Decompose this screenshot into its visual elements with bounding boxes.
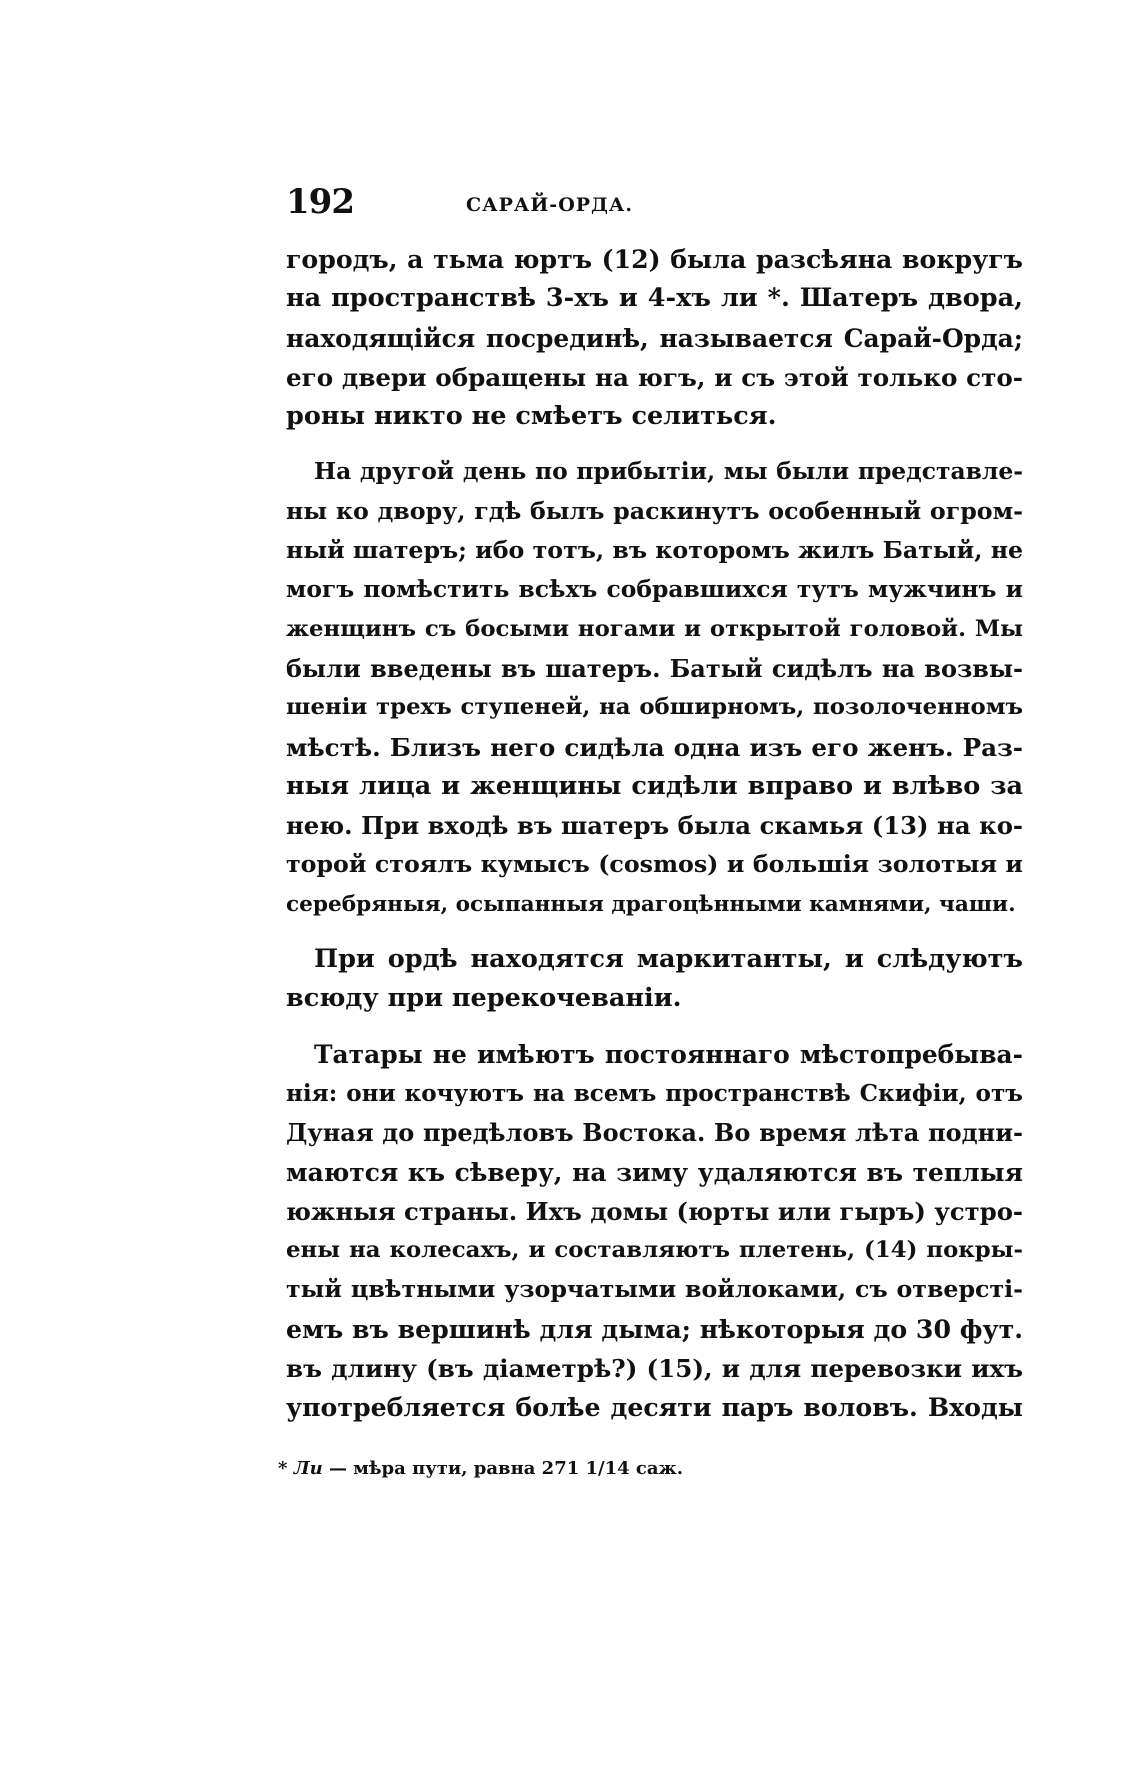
text-line: могъ помѣстить всѣхъ собравшихся тутъ мужчинъ и xyxy=(286,575,1023,604)
text-line: ныя лица и женщины сидѣли вправо и влѣво за xyxy=(286,770,1023,801)
page-header xyxy=(286,182,786,226)
text-line: тый цвѣтными узорчатыми войлоками, съ отверсті- xyxy=(286,1275,1023,1304)
text-line: ный шатеръ; ибо тотъ, въ которомъ жилъ Батый, не xyxy=(286,536,1024,565)
text-line: торой стоялъ кумысъ (cosmos) и большія золотыя и xyxy=(286,850,1023,879)
paragraph xyxy=(286,1035,1023,1428)
text-line: нія: они кочуютъ на всемъ пространствѣ Скифіи, отъ xyxy=(286,1079,1023,1107)
text-line: были введены въ шатеръ. Батый сидѣлъ на возвы- xyxy=(286,653,1023,683)
text-line: Татары не имѣютъ постояннаго мѣстопребыва- xyxy=(314,1039,1023,1069)
text-line: ены на колесахъ, и составляютъ плетень, (14) покры- xyxy=(286,1237,1023,1264)
page-number: 192 xyxy=(286,182,354,222)
text-line: южныя страны. Ихъ домы (юрты или гыръ) устро- xyxy=(286,1196,1023,1226)
running-head: САРАЙ-ОРДА. xyxy=(466,194,634,216)
text-line: всюду при перекочеваніи. xyxy=(286,983,682,1014)
paragraph xyxy=(286,940,1023,1019)
text-line: ны ко двору, гдѣ былъ раскинутъ особенный огром- xyxy=(286,496,1023,525)
paragraph xyxy=(286,240,1023,436)
text-line: употребляется болѣе десяти паръ воловъ. Входы xyxy=(286,1392,1023,1423)
text-line: При ордѣ находятся маркитанты, и слѣдуютъ xyxy=(314,944,1023,975)
footnote-marker: * xyxy=(278,1458,288,1479)
text-line: нею. При входѣ въ шатеръ была скамья (13) на ко- xyxy=(286,811,1023,841)
text-line: роны никто не смѣетъ селиться. xyxy=(286,401,777,432)
text-line: находящійся посрединѣ, называется Сарай-Орда; xyxy=(286,323,1023,353)
text-line: въ длину (въ діаметрѣ?) (15), и для перевозки ихъ xyxy=(286,1354,1023,1384)
text-line: маются къ сѣверу, на зиму удаляются въ теплыя xyxy=(286,1157,1023,1187)
body-text xyxy=(286,240,1023,1444)
footnote-text: — мѣра пути, равна 271 1/14 саж. xyxy=(329,1458,683,1479)
footnote xyxy=(278,1458,683,1479)
text-line: Дуная до предѣловъ Востока. Во время лѣта подни- xyxy=(286,1118,1023,1148)
text-line: На другой день по прибытіи, мы были представле- xyxy=(314,457,1023,486)
text-line: серебряныя, осыпанныя драгоцѣнными камнями, чаши. xyxy=(286,891,1016,917)
text-line: шеніи трехъ ступеней, на обширномъ, позолоченномъ xyxy=(286,694,1023,721)
text-line: женщинъ съ босыми ногами и открытой головой. Мы xyxy=(286,615,1023,642)
paragraph xyxy=(286,452,1023,924)
text-line: емъ въ вершинѣ для дыма; нѣкоторыя до 30 фут. xyxy=(286,1313,1023,1344)
text-line: его двери обращены на югъ, и съ этой только сто- xyxy=(286,362,1023,392)
text-line: на пространствѣ 3-хъ и 4-хъ ли *. Шатеръ двора, xyxy=(286,283,1023,314)
text-line: мѣстѣ. Близъ него сидѣла одна изъ его женъ. Раз- xyxy=(286,732,1023,762)
text-line: городъ, а тьма юртъ (12) была разсѣяна вокругъ xyxy=(286,244,1023,274)
footnote-term: Ли xyxy=(293,1458,323,1479)
